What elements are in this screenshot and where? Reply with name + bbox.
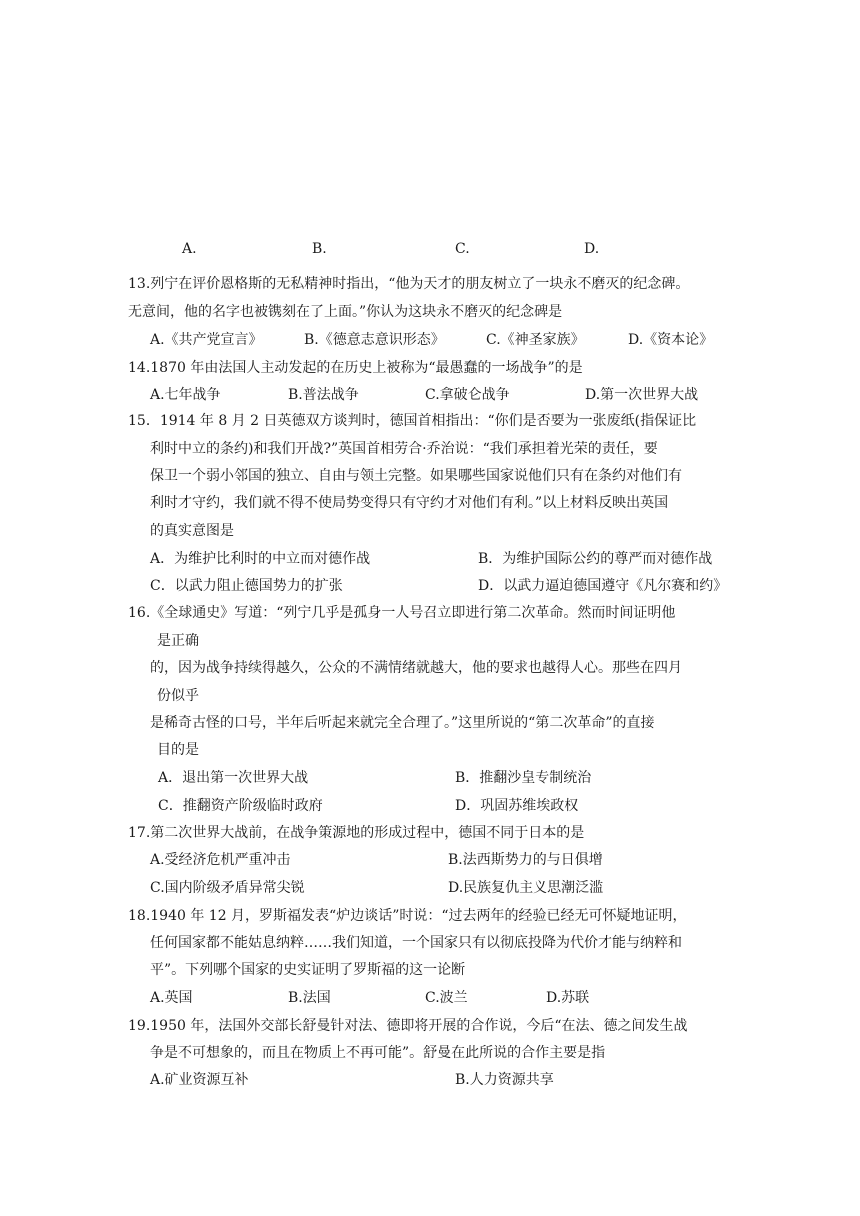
q19-option-b: B.人力资源共享 xyxy=(455,1072,554,1088)
q13-stem-line: 无意间，他的名字也被镌刻在了上面。”你认为这块永不磨灭的纪念碑是 xyxy=(128,304,563,320)
q14-stem-line: 14.1870 年由法国人主动发起的在历史上被称为“最愚蠢的一场战争”的是 xyxy=(128,360,583,376)
q15-stem-line: 的真实意图是 xyxy=(150,523,234,539)
q15-option-a: A．为维护比利时的中立而对德作战 xyxy=(150,551,371,567)
q16-stem-line: 是稀奇古怪的口号，半年后听起来就完全合理了。”这里所说的“第二次革命”的直接 xyxy=(150,715,655,731)
q15-stem-line: 利时中立的条约)和我们开战?”英国首相劳合·乔治说：“我们承担着光荣的责任，要 xyxy=(150,441,658,457)
q16-option-a: A．退出第一次世界大战 xyxy=(158,770,309,786)
q18-option-c: C.波兰 xyxy=(425,990,468,1006)
q17-option-c: C.国内阶级矛盾异常尖锐 xyxy=(150,880,305,896)
q18-stem-line: 18.1940 年 12 月，罗斯福发表“炉边谈话”时说：“过去两年的经验已经无可怀疑地证明， xyxy=(128,908,687,924)
q18-stem-line: 平”。下列哪个国家的史实证明了罗斯福的这一论断 xyxy=(150,962,466,978)
q19-stem-line: 19.1950 年，法国外交部长舒曼针对法、德即将开展的合作说，今后“在法、德之间发生战 xyxy=(128,1018,688,1034)
q19-stem-line: 争是不可想象的，而且在物质上不再可能”。舒曼在此所说的合作主要是指 xyxy=(150,1045,606,1061)
q16-stem-line: 是正确 xyxy=(157,633,199,649)
q14-option-b: B.普法战争 xyxy=(288,387,359,403)
q12-option-c: C. xyxy=(455,241,470,257)
q17-option-d: D.民族复仇主义思潮泛滥 xyxy=(448,880,604,896)
q14-option-c: C.拿破仑战争 xyxy=(425,387,510,403)
q13-option-a: A.《共产党宣言》 xyxy=(150,332,263,348)
q16-option-b: B．推翻沙皇专制统治 xyxy=(455,770,592,786)
q12-option-d: D. xyxy=(584,241,600,257)
q17-stem-line: 17.第二次世界大战前，在战争策源地的形成过程中，德国不同于日本的是 xyxy=(128,825,585,841)
q16-stem-line: 份似乎 xyxy=(157,688,199,704)
q13-option-b: B.《德意志意识形态》 xyxy=(304,332,445,348)
q15-option-c: C．以武力阻止德国势力的扩张 xyxy=(150,578,343,594)
q19-option-a: A.矿业资源互补 xyxy=(150,1072,249,1088)
q15-stem-line: 利时才守约，我们就不得不使局势变得只有守约才对他们有利。”以上材料反映出英国 xyxy=(150,495,669,511)
q18-option-d: D.苏联 xyxy=(546,990,590,1006)
q15-option-d: D．以武力逼迫德国遵守《凡尔赛和约》 xyxy=(478,578,728,594)
q16-option-d: D．巩固苏维埃政权 xyxy=(455,798,579,814)
q15-stem-line: 保卫一个弱小邻国的独立、自由与领土完整。如果哪些国家说他们只有在条约对他们有 xyxy=(150,468,682,484)
q18-option-b: B.法国 xyxy=(288,990,331,1006)
q17-option-b: B.法西斯势力的与日俱增 xyxy=(448,852,603,868)
q17-option-a: A.受经济危机严重冲击 xyxy=(150,852,291,868)
q16-stem-line: 目的是 xyxy=(157,742,199,758)
q14-option-a: A.七年战争 xyxy=(150,387,221,403)
q18-option-a: A.英国 xyxy=(150,990,193,1006)
q16-stem-line: 的，因为战争持续得越久，公众的不满情绪就越大，他的要求也越得人心。那些在四月 xyxy=(150,660,682,676)
q16-stem-line: 16.《全球通史》写道：“列宁几乎是孤身一人号召立即进行第二次革命。然而时间证明他 xyxy=(128,605,676,621)
q15-option-b: B．为维护国际公约的尊严而对德作战 xyxy=(478,551,713,567)
q12-option-b: B. xyxy=(312,241,327,257)
q12-option-a: A. xyxy=(182,241,197,257)
q15-stem-line: 15．1914 年 8 月 2 日英德双方谈判时，德国首相指出：“你们是否要为一张废纸(指保证比 xyxy=(128,413,697,429)
q18-stem-line: 任何国家都不能姑息纳粹……我们知道，一个国家只有以彻底投降为代价才能与纳粹和 xyxy=(150,935,682,951)
q14-option-d: D.第一次世界大战 xyxy=(585,387,699,403)
q13-option-c: C.《神圣家族》 xyxy=(486,332,585,348)
q16-option-c: C．推翻资产阶级临时政府 xyxy=(158,798,323,814)
q13-option-d: D.《资本论》 xyxy=(628,332,714,348)
q13-stem-line: 13.列宁在评价恩格斯的无私精神时指出，“他为天才的朋友树立了一块永不磨灭的纪念碑。 xyxy=(128,276,690,292)
